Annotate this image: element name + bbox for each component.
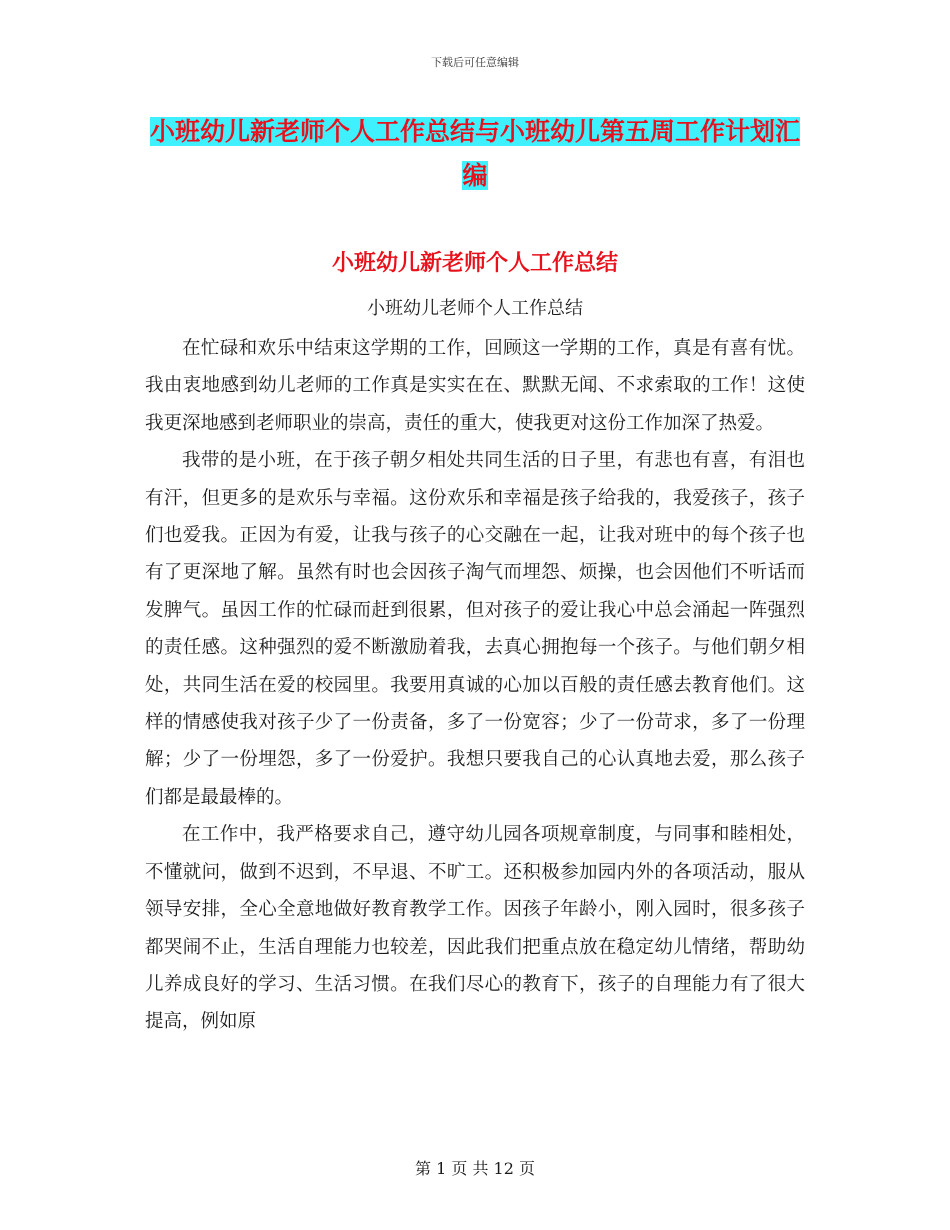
- main-title: [145, 110, 805, 198]
- page-footer: 第 1 页 共 12 页: [415, 1159, 535, 1178]
- paragraph: 在工作中，我严格要求自己，遵守幼儿园各项规章制度，与同事和睦相处，不懂就问，做到不迟到，不早退、不旷工。还积极参加园内外的各项活动，服从领导安排，全心全意地做好教育教学工作。因孩子年龄小，刚入园时，很多孩子都哭闹不止，生活自理能力也较差，因此我们把重点放在稳定幼儿情绪，帮助幼儿养成良好的学习、生活习惯。在我们尽心的教育下，孩子的自理能力有了很大提高，例如原: [145, 824, 805, 1033]
- paragraph: 在忙碌和欢乐中结束这学期的工作，回顾这一学期的工作，真是有喜有忧。我由衷地感到幼儿老师的工作真是实实在在、默默无闻、不求索取的工作！这使我更深地感到老师职业的崇高，责任的重大，使我更对这份工作加深了热爱。: [145, 338, 805, 434]
- section-title: 小班幼儿新老师个人工作总结: [331, 251, 618, 276]
- header-note: 下载后可任意编辑: [431, 56, 519, 69]
- sub-title: 小班幼儿老师个人工作总结: [367, 298, 583, 319]
- body-text: [145, 330, 805, 1041]
- paragraph: 我带的是小班，在于孩子朝夕相处共同生活的日子里，有悲也有喜，有泪也有汗，但更多的是欢乐与幸福。这份欢乐和幸福是孩子给我的，我爱孩子，孩子们也爱我。正因为有爱，让我与孩子的心交融在一起，让我对班中的每个孩子也有了更深地了解。虽然有时也会因孩子淘气而埋怨、烦操，也会因他们不听话而发脾气。虽因工作的忙碌而赶到很累，但对孩子的爱让我心中总会涌起一阵强烈的责任感。这种强烈的爱不断激励着我，去真心拥抱每一个孩子。与他们朝夕相处，共同生活在爱的校园里。我要用真诚的心加以百般的责任感去教育他们。这样的情感使我对孩子少了一份责备，多了一份宽容；少了一份苛求，多了一份理解；少了一份埋怨，多了一份爱护。我想只要我自己的心认真地去爱，那么孩子们都是最最棒的。: [145, 450, 805, 808]
- main-title-text: 小班幼儿新老师个人工作总结与小班幼儿第五周工作计划汇编: [149, 117, 800, 190]
